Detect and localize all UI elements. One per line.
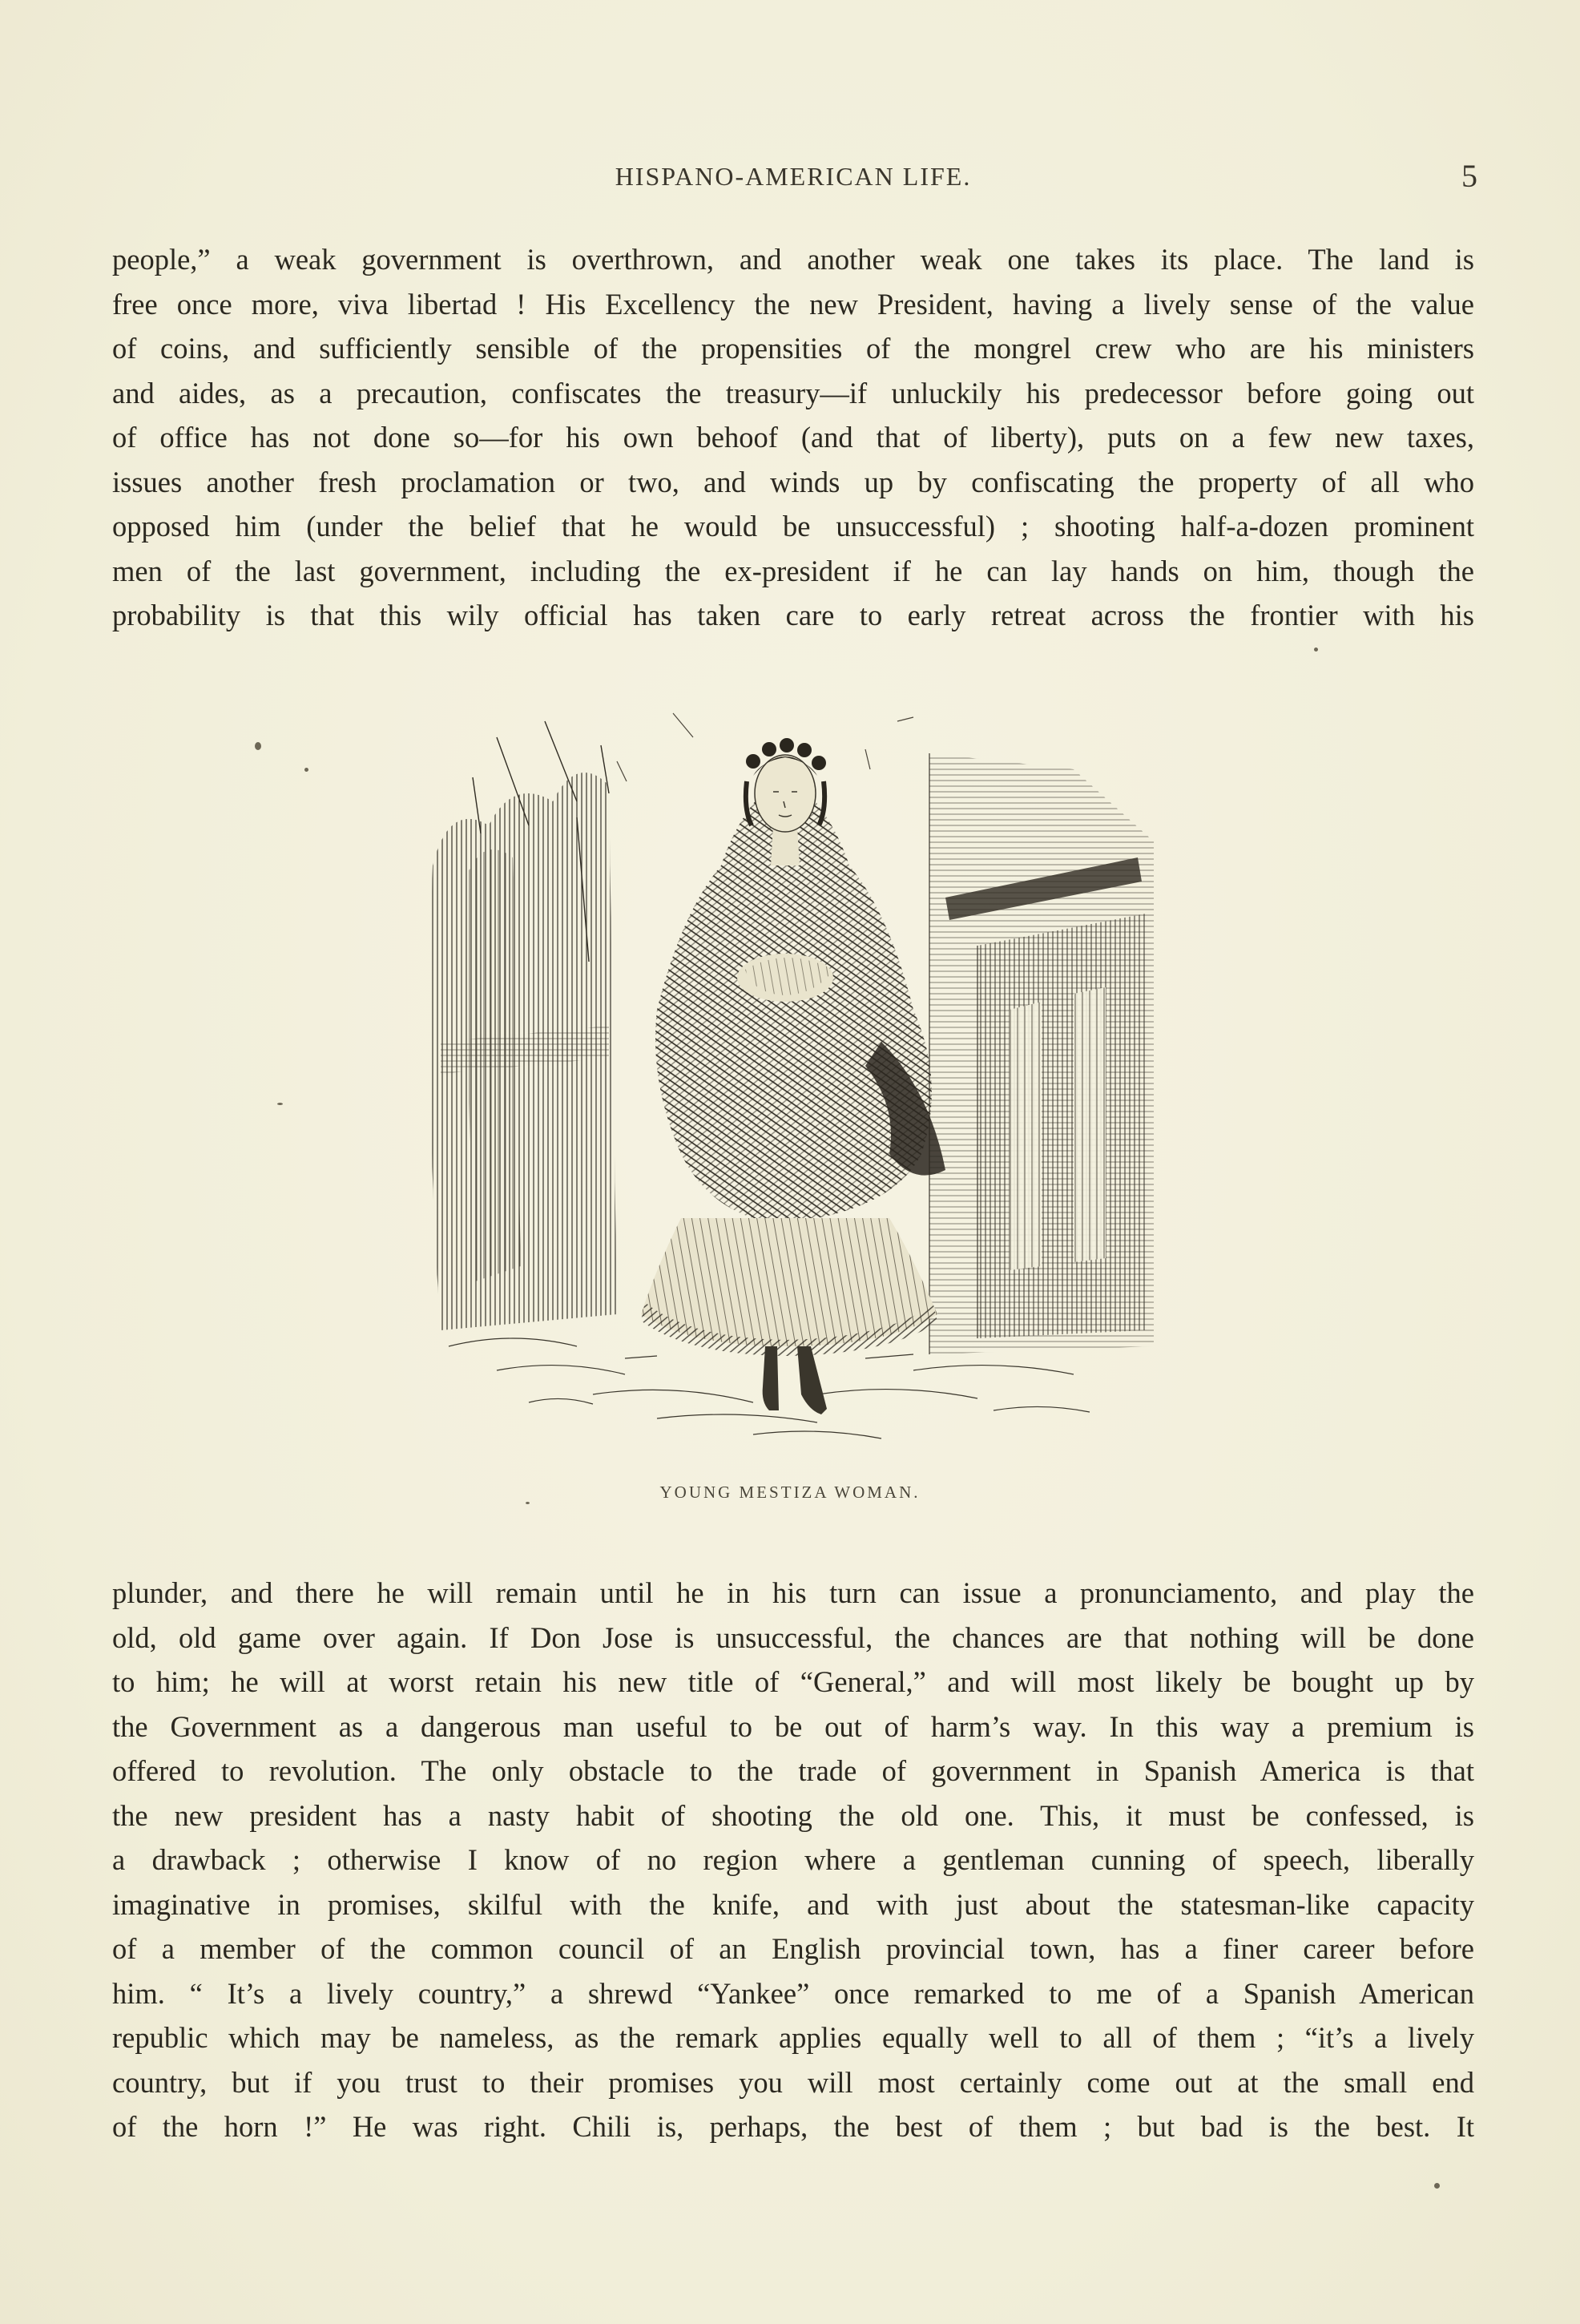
left-foliage	[430, 721, 617, 1330]
text-line: of coins, and sufficiently sensible of the propensities of the mongrel crew who are his ministers	[112, 332, 1474, 365]
text-line: probability is that this wily official has taken care to early retreat across the frontier with his	[112, 599, 1474, 631]
figure-caption: YOUNG MESTIZA WOMAN.	[659, 1483, 921, 1502]
text-line: men of the last government, including the ex-president if he can lay hands on him, though the	[112, 554, 1474, 587]
running-head: HISPANO-AMERICAN LIFE.	[615, 162, 972, 191]
text-line: of the horn !” He was right. Chili is, perhaps, the best of them ; but bad is the best. It	[112, 2110, 1474, 2143]
paper-speck	[304, 768, 308, 772]
text-line: plunder, and there he will remain until he in his turn can issue a pronunciamento, and play the	[112, 1576, 1474, 1609]
paragraph-bottom	[112, 1571, 1474, 2149]
text-line: to him; he will at worst retain his new title of “General,” and will most likely be bought up by	[112, 1665, 1474, 1698]
text-line: him. “ It’s a lively country,” a shrewd “Yankee” once remarked to me of a Spanish American	[112, 1976, 1474, 2010]
paper-speck	[1314, 648, 1318, 652]
paper-speck	[1434, 2183, 1440, 2189]
text-line: a drawback ; otherwise I know of no region where a gentleman cunning of speech, liberally	[112, 1843, 1474, 1876]
text-line: the Government as a dangerous man useful to be out of harm’s way. In this way a premium is	[112, 1709, 1474, 1743]
paper-speck	[526, 1502, 530, 1504]
text-line: people,” a weak government is overthrown, and another weak one takes its place. The land is	[112, 243, 1474, 276]
text-line: country, but if you trust to their promises you will most certainly come out at the small end	[112, 2065, 1474, 2099]
young-woman-figure	[641, 738, 945, 1414]
text-line: and aides, as a precaution, confiscates the treasury—if unluckily his predecessor before going out	[112, 376, 1474, 410]
paper-speck	[277, 1103, 283, 1105]
engraving-illustration	[417, 705, 1170, 1459]
text-line: issues another fresh proclamation or two, and winds up by confiscating the property of all who	[112, 465, 1474, 498]
right-building	[929, 753, 1154, 1354]
text-line: imaginative in promises, skilful with the knife, and with just about the statesman-like capacity	[112, 1887, 1474, 1921]
text-line: old, old game over again. If Don Jose is unsuccessful, the chances are that nothing will be done	[112, 1620, 1474, 1654]
text-line: republic which may be nameless, as the remark applies equally well to all of them ; “it’s a lively	[112, 2021, 1474, 2054]
text-line: of office has not done so—for his own behoof (and that of liberty), puts on a few new taxes,	[112, 421, 1474, 454]
text-line: free once more, viva libertad ! His Excellency the new President, having a lively sense of the value	[112, 287, 1474, 321]
text-line: the new president has a nasty habit of shooting the old one. This, it must be confessed, is	[112, 1798, 1474, 1832]
page-header	[112, 157, 1477, 197]
text-line: offered to revolution. The only obstacle to the trade of government in Spanish America is that	[112, 1754, 1474, 1787]
paragraph-top	[112, 237, 1474, 638]
text-line: opposed him (under the belief that he would be unsuccessful) ; shooting half-a-dozen prominent	[112, 510, 1474, 543]
page-number: 5	[1461, 158, 1477, 194]
text-line: of a member of the common council of an English provincial town, has a finer career before	[112, 1932, 1474, 1965]
paper-speck	[255, 742, 261, 750]
